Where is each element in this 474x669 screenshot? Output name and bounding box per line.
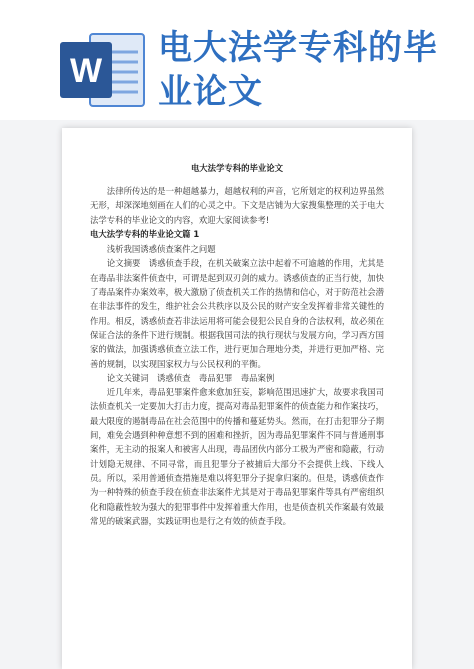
svg-text:W: W [69,52,103,90]
page-title [158,26,458,114]
document-page [62,128,412,669]
document-title: 电大法学专科的毕业论文 [190,163,284,173]
intro-paragraph: 法律所传达的是一种超越暴力，超越权利的声音，它所划定的权利边界虽然无形，却深深地刻画在人们的心灵之中。下文是店铺为大家搜集整理的关于电大法学专科的毕业论文的内容，欢迎大家阅读参考! [90,186,384,225]
document-body [90,184,384,528]
abstract-paragraph: 论文摘要 诱惑侦查手段，在机关破案立法中起着不可逾越的作用，尤其是在毒品非法案件侦查中，可谓是起到双刃剑的威力。诱惑侦查的正当行使，加快了毒品案件办案效率，极大激励了侦查机关工作的热情和信心，对于防范社会潜在非法事件的发生，维护社会公共秩序以及公民的财产安全发挥着非常关键性的作用。相反，诱惑侦查若非法运用将可能会侵犯公民自身的合法权利，故必须在保证合法的条件下进行规制。根据我国司法的执行现状与发展方向，学习西方国家的做法，加强诱惑侦查立法工作，进行更加合理地分类，并进行更加严格、完善的规制，以实现国家权力与公民权利的平衡。 [90,258,384,369]
header-banner [0,0,474,120]
paper-subtitle: 浅析我国诱惑侦查案件之问题 [106,244,216,255]
page-title-line1: 电大法学专科的毕 [158,28,438,68]
word-document-icon [60,30,146,110]
body-paragraph: 近几年来，毒品犯罪案件愈来愈加狂妄，影响范围迅速扩大，故要求我国司法侦查机关一定要加大打击力度，提高对毒品犯罪案件的侦查能力和作案技巧，最大限度的遏制毒品在社会范围中的传播和蔓延势头。然而，在打击犯罪分子期间，难免会遇到种种意想不到的困难和挫折，因为毒品犯罪案件不同与普通刑事案件，无主动的报案人和被害人出现，毒品团伙内部分工极为严密和隐蔽，行动计划隐无规律、不同寻常，而且犯罪分子被捕后大部分不会提供上线、下线人员。所以，采用普通侦查措施是难以将犯罪分子捉拿归案的。但是，诱惑侦查作为一种特殊的侦查手段在侦查非法案件尤其是对于毒品犯罪案件等具有严密组织化和隐蔽性较为强大的犯罪事件中发挥着重大作用，也是侦查机关作案最有效最常见的破案武器，实践证明也是行之有效的侦查手段。 [90,387,384,526]
section-heading: 电大法学专科的毕业论文篇 1 [90,228,200,239]
keywords-paragraph: 论文关键词 诱惑侦查 毒品犯罪 毒品案例 [106,372,275,383]
page-title-line2: 业论文 [158,72,263,112]
